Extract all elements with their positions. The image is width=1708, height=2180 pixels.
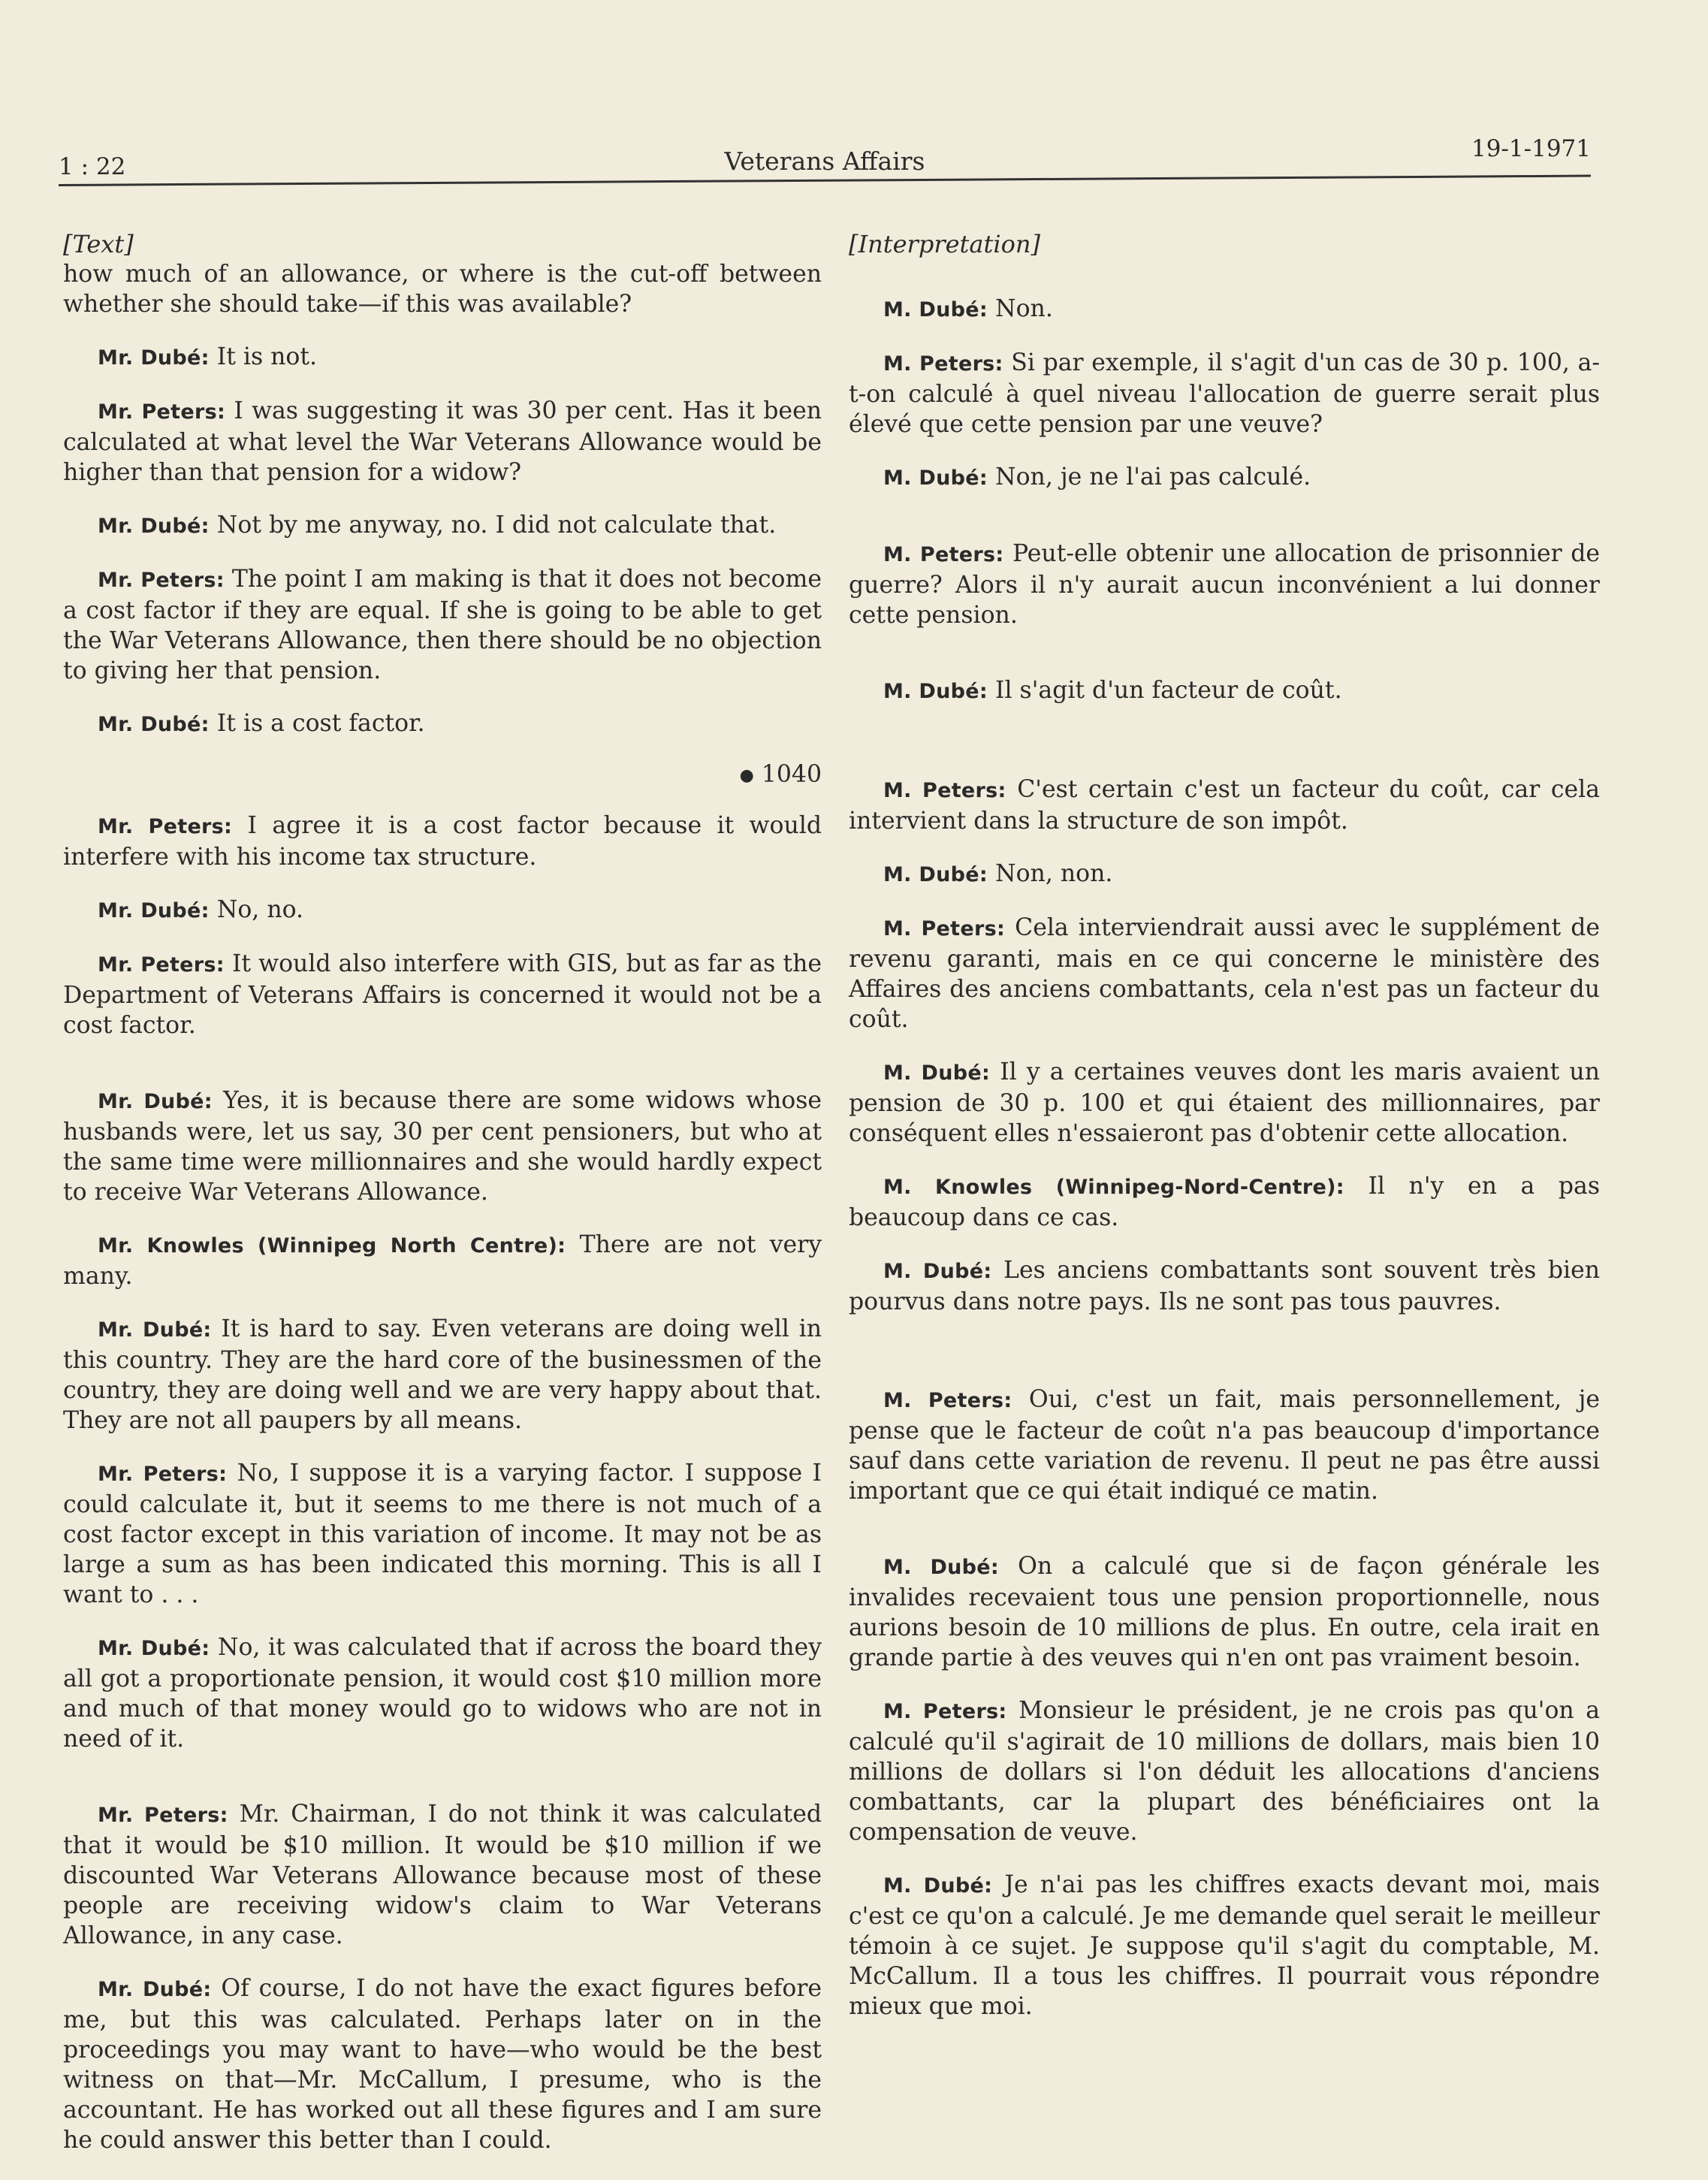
paragraph [849,462,1600,494]
running-title: Veterans Affairs [724,146,925,176]
speech-text: Non, non. [995,860,1113,887]
speaker-name: Mr. Peters: [98,1462,228,1486]
spacer [849,516,1600,539]
header-rule [59,175,1591,186]
speaker-name: Mr. Dubé: [98,1977,212,2001]
speech-text: No, I suppose it is a varying factor. I suppose I could calculate it, but it seems to me there is not much of a cost factor except in this variation of income. It may not be as large a sum as has been indicated this morning. This is all I want to . . . [63,1459,822,1608]
speaker-name: Mr. Peters: [98,1803,228,1827]
paragraph [63,342,822,373]
speech-text: Il y a certaines veuves dont les maris avaient un pension de 30 p. 100 et qui étaient des millionnaires, par conséquent elles n'essaieront pas d'obtenir cette allocation. [849,1058,1601,1147]
spacer [849,1529,1600,1551]
header-date: 19-1-1971 [1471,135,1591,162]
paragraph [63,1799,822,1951]
speech-text: It is a cost factor. [216,710,425,737]
paragraph [849,1551,1600,1673]
paragraph [849,1384,1600,1506]
speaker-name: M. Peters: [883,917,1006,941]
speaker-name: Mr. Dubé: [98,346,210,370]
paragraph [849,1171,1600,1233]
paragraph [63,949,822,1040]
paragraph [63,708,822,740]
speaker-name: Mr. Dubé: [98,515,210,538]
speaker-name: Mr. Dubé: [98,1636,210,1660]
speech-text: Non. [995,295,1053,322]
speaker-name: Mr. Peters: [98,953,225,977]
spacer [63,1777,822,1799]
speaker-name: M. Dubé: [883,680,988,703]
time-marker [63,759,822,791]
speech-text: Cela interviendrait aussi avec le supplément de revenu garanti, mais en ce qui concerne le ministère des Affaires des anciens combattants, cela n'est pas un facteur du coût. [849,914,1600,1033]
paragraph [63,1085,822,1207]
speech-text: Il s'agit d'un facteur de coût. [995,677,1342,704]
paragraph [63,1973,822,2155]
bullet-icon: ● [739,765,754,785]
spacer [849,729,1600,774]
speaker-name: M. Dubé: [883,1260,992,1283]
english-column [63,229,822,2178]
paragraph [849,1057,1600,1149]
speech-text: It is not. [216,343,318,370]
paragraph [63,1314,822,1436]
speech-text: It would also interfere with GIS, but as far as the Department of Veterans Affairs is concerned it would not be a cost factor. [63,950,822,1039]
speaker-name: Mr. Peters: [98,569,225,592]
speaker-name: Mr. Peters: [98,400,226,424]
speech-text: Si par exemple, il s'agit d'un cas de 30 p. 100, a-t-on calculé à quel niveau l'allocation de guerre serait plus élevé que cette pension par une veuve? [849,349,1601,438]
speech-text: No, it was calculated that if across the board they all got a proportionate pension, it would cost $10 million more and much of that money would go to widows who are not in need of it. [63,1633,822,1753]
column-label-text: [Text] [63,230,134,258]
speech-text: I agree it is a cost factor because it would interfere with his income tax structure. [63,811,822,871]
speech-text: C'est certain c'est un facteur du coût, car cela intervient dans la structure de son impôt. [849,776,1600,835]
paragraph [849,1695,1600,1847]
paragraph [849,294,1600,325]
speech-text: Je n'ai pas les chiffres exacts devant moi, mais c'est ce qu'on a calculé. Je me demande quel serait le meilleur témoin à ce sujet. Je suppose qu'il s'agit du comptable, M. McCallum. Il a tous les chiffres. Il pourrait vous répondre mieux que moi. [849,1871,1601,2020]
speaker-name: M. Dubé: [883,466,988,490]
paragraph [63,1632,822,1754]
speech-text: Mr. Chairman, I do not think it was calculated that it would be $10 million. It would be $10 million if we discounted War Veterans Allowance because most of these people are receiving widow's claim to War Veterans Allowance, in any case. [63,1800,822,1949]
speech-text: Il n'y en a pas beaucoup dans ce cas. [849,1173,1600,1231]
spacer [849,1339,1600,1384]
paragraph [849,675,1600,707]
paragraph [63,1230,822,1291]
paragraph [63,811,822,872]
speech-text: Not by me anyway, no. I did not calculate that. [216,512,777,539]
speech-text: Peut-elle obtenir une allocation de prisonnier de guerre? Alors il n'y aurait aucun inconvénient a lui donner cette pension. [849,540,1601,629]
speaker-name: M. Dubé: [883,1556,1000,1579]
speaker-name: Mr. Knowles (Winnipeg North Centre): [98,1233,566,1258]
paragraph [63,1458,822,1610]
speaker-name: Mr. Dubé: [98,898,210,922]
speech-text: No, no. [216,895,304,923]
paragraph [63,396,822,488]
spacer [849,271,1600,294]
spacer [63,1063,822,1085]
speech-text: Monsieur le président, je ne crois pas qu'on a calculé qu'il s'agirait de 10 millions de dollars, mais bien 10 millions de dollars si l'on déduit les allocations d'anciens combattants, car la plupart des bénéficiaires ont la compensation de veuve. [849,1697,1601,1846]
speaker-name: Mr. Peters: [98,814,233,838]
speech-text: On a calculé que si de façon générale les invalides recevaient tous une pension proportionnelle, nous aurions besoin de 10 millions de plus. En outre, cela irait en grande partie à des veuves qui n'en ont pas vraiment besoin. [849,1553,1601,1671]
speech-text: There are not very many. [63,1230,822,1290]
french-column [849,229,1600,2044]
speaker-name: M. Peters: [883,1389,1012,1412]
speech-text: I was suggesting it was 30 per cent. Has it been calculated at what level the War Veterans Allowance would be higher than that pension for a widow? [63,397,822,486]
speaker-name: Mr. Dubé: [98,1318,212,1342]
speech-text: Non, je ne l'ai pas calculé. [995,463,1311,491]
speaker-name: M. Dubé: [883,1874,993,1898]
paragraph [849,774,1600,836]
speaker-name: M. Peters: [883,1700,1007,1723]
speaker-name: Mr. Dubé: [98,1089,213,1113]
lead-paragraph: how much of an allowance, or where is the cut-off between whether she should take—if this was available? [63,261,822,318]
paragraph [63,895,822,926]
speech-text: It is hard to say. Even veterans are doing well in this country. They are the hard core of the businessmen of the country, they are doing well and we are very happy about that. They are not all paupers by all means. [63,1315,822,1434]
speaker-name: M. Peters: [883,352,1003,376]
page-header [59,120,1591,180]
speech-text: Of course, I do not have the exact figures before me, but this was calculated. Perhaps later on in the proceedings you may want to have—who would be the best witness on that—Mr. McCallum, I presume, who is the accountant. He has worked out all these figures and I am sure he could answer this better than I could. [63,1974,822,2154]
paragraph [849,1255,1600,1317]
speaker-name: M. Peters: [883,779,1006,802]
speech-text: Yes, it is because there are some widows whose husbands were, let us say, 30 per cent pensioners, but who at the same time were millionnaires and she would hardly expect to receive War Veterans Allowance. [63,1086,822,1206]
column-label-interpretation: [Interpretation] [849,230,1040,258]
time-marker-value: 1040 [761,761,822,788]
paragraph [849,913,1600,1034]
paragraph [849,1870,1600,2021]
speaker-name: M. Dubé: [883,298,988,322]
speaker-name: M. Knowles (Winnipeg-Nord-Centre): [883,1176,1344,1199]
speaker-name: M. Dubé: [883,1061,991,1085]
speaker-name: M. Peters: [883,543,1004,566]
speech-text: The point I am making is that it does not become a cost factor if they are equal. If she is going to be able to get the War Veterans Allowance, then there should be no objection to giving her that pension. [63,566,822,684]
speaker-name: M. Dubé: [883,863,988,886]
speech-text: Les anciens combattants sont souvent très bien pourvus dans notre pays. Ils ne sont pas tous pauvres. [849,1257,1600,1315]
paragraph [63,510,822,542]
page-number: 1 : 22 [59,153,126,180]
spacer [849,653,1600,675]
paragraph [63,564,822,686]
speaker-name: Mr. Dubé: [98,713,210,736]
paragraph [849,859,1600,890]
paragraph [849,539,1600,630]
speech-text: Oui, c'est un fait, mais personnellement, je pense que le facteur de coût n'a pas beaucoup d'importance sauf dans cette variation de revenu. Il peut ne pas être aussi important que ce qui était indiqué ce matin. [849,1386,1600,1505]
paragraph [849,348,1600,439]
